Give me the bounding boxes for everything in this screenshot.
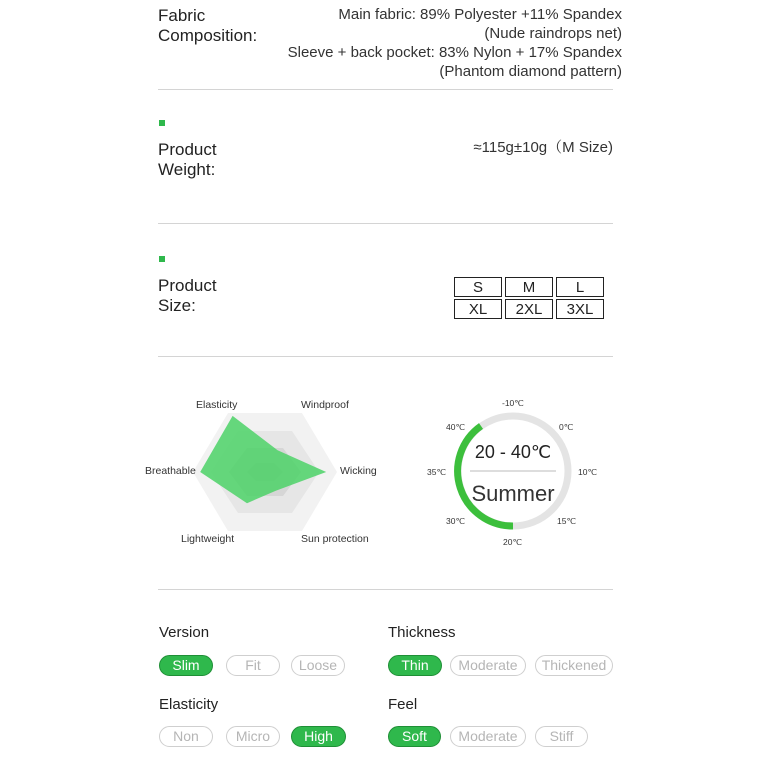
size-row [454, 299, 604, 319]
option-moderate[interactable]: Moderate [450, 726, 526, 747]
size-label-line2: Size: [158, 296, 196, 315]
option-stiff[interactable]: Stiff [535, 726, 588, 747]
radar-label-wicking: Wicking [340, 465, 377, 477]
degree-label: 10℃ [578, 467, 598, 477]
size-cell: L [556, 277, 604, 297]
degree-label: 0℃ [559, 422, 574, 432]
radar-label-lightweight: Lightweight [181, 533, 235, 545]
weight-value: ≈115g±10g（M Size) [473, 139, 613, 156]
attr-title-thickness: Thickness [388, 624, 456, 641]
option-thin[interactable]: Thin [388, 655, 442, 676]
weight-label-line1: Product [158, 140, 217, 159]
radar-chart [190, 405, 340, 540]
option-thickened[interactable]: Thickened [535, 655, 613, 676]
divider [158, 356, 613, 357]
radar-label-windproof: Windproof [301, 399, 349, 411]
temperature-range: 20 - 40℃ [474, 442, 552, 462]
bullet-marker [159, 256, 165, 262]
option-slim[interactable]: Slim [159, 655, 213, 676]
season-label: Summer [471, 481, 555, 506]
option-moderate[interactable]: Moderate [450, 655, 526, 676]
size-label-line1: Product [158, 276, 217, 295]
degree-label: -10℃ [502, 398, 524, 408]
size-table [451, 275, 607, 321]
fabric-label [158, 6, 257, 46]
fabric-value-line: (Phantom diamond pattern) [439, 63, 622, 80]
attr-title-feel: Feel [388, 696, 418, 713]
option-non[interactable]: Non [159, 726, 213, 747]
option-high[interactable]: High [291, 726, 346, 747]
option-fit[interactable]: Fit [226, 655, 280, 676]
option-loose[interactable]: Loose [291, 655, 345, 676]
size-cell: S [454, 277, 502, 297]
size-cell: XL [454, 299, 502, 319]
degree-label: 35℃ [427, 467, 447, 477]
degree-label: 30℃ [446, 516, 466, 526]
size-cell: 2XL [505, 299, 553, 319]
weight-label [158, 140, 217, 180]
option-micro[interactable]: Micro [226, 726, 280, 747]
radar-label-elasticity: Elasticity [196, 399, 238, 411]
fabric-value-line: Sleeve + back pocket: 83% Nylon + 17% Spandex [287, 44, 622, 61]
fabric-value [288, 5, 622, 81]
divider [158, 223, 613, 224]
radar-label-sun-protection: Sun protection [301, 533, 369, 545]
size-cell: M [505, 277, 553, 297]
fabric-value-line: Main fabric: 89% Polyester +11% Spandex [338, 6, 622, 23]
attr-title-version: Version [159, 624, 210, 641]
attr-title-elasticity: Elasticity [159, 696, 219, 713]
size-cell: 3XL [556, 299, 604, 319]
bullet-marker [159, 120, 165, 126]
divider [158, 89, 613, 90]
degree-label: 40℃ [446, 422, 466, 432]
fabric-value-line: (Nude raindrops net) [484, 25, 622, 42]
fabric-label-line2: Composition: [158, 26, 258, 45]
degree-label: 15℃ [557, 516, 577, 526]
weight-label-line2: Weight: [158, 160, 216, 179]
size-row [454, 277, 604, 297]
option-soft[interactable]: Soft [388, 726, 441, 747]
divider [158, 589, 613, 590]
radar-label-breathable: Breathable [145, 465, 196, 477]
temperature-dial [452, 410, 577, 532]
degree-label: 20℃ [503, 537, 523, 547]
dial-highlight-arc [458, 426, 513, 526]
fabric-label-line1: Fabric [158, 6, 206, 25]
size-label [158, 276, 217, 316]
